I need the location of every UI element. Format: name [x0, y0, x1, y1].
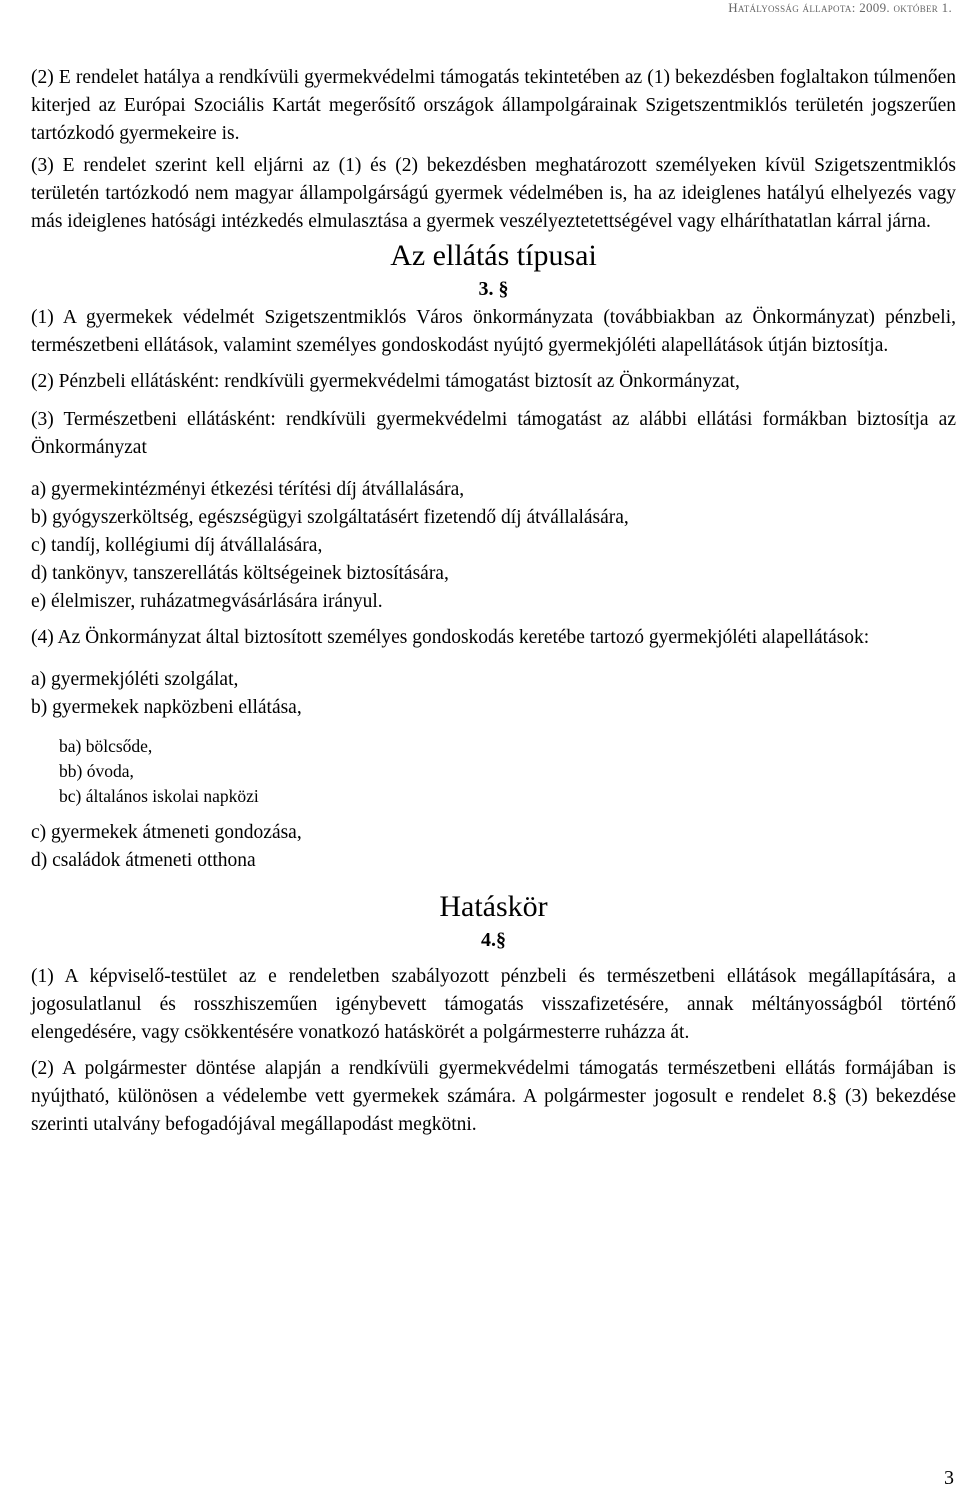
list-item: c) tandíj, kollégiumi díj átvállalására, — [31, 535, 323, 556]
list-item: a) gyermekintézményi étkezési térítési díj átvállalására, — [31, 479, 465, 500]
paragraph-3-1: (1) A gyermekek védelmét Szigetszentmiklós Város önkormányzata (továbbiakban az Önkormányzat) pénzbeli, természetbeni ellátások, valamint személyes gondoskodást nyújtó gyermekjóléti alapellátások útján biztosítja. — [31, 307, 956, 356]
section-heading-competence: Hatáskör — [439, 890, 548, 923]
list-item: d) családok átmeneti otthona — [31, 850, 256, 871]
list-item: a) gyermekjóléti szolgálat, — [31, 669, 239, 690]
list-item: bb) óvoda, — [59, 761, 134, 781]
paragraph-4-1: (1) A képviselő-testület az e rendeletben szabályozott pénzbeli és természetbeni ellátások megállapítására, a jogosulatlanul és rosszhiszeműen igénybevett támogatás visszafizetésére, annak méltányosságból történő elengedésére, vagy csökkentésére vonatkozó hatáskörét a polgármesterre ruházza át. — [31, 966, 956, 1043]
list-item: b) gyógyszerköltség, egészségügyi szolgáltatásért fizetendő díj átvállalására, — [31, 507, 629, 528]
paragraph-2-3: (3) E rendelet szerint kell eljárni az (1) és (2) bekezdésben meghatározott személyeken kívül Szigetszentmiklós területén tartózkodó nem magyar állampolgárságú gyermek védelmében is, ha az ideiglenes hatályú elhelyezés vagy más ideiglenes hatósági intézkedés elmulasztása a gyermek veszélyeztetettségével vagy elháríthatatlan kárral járna. — [31, 155, 956, 232]
page-number: 3 — [944, 1467, 954, 1489]
section-number-3: 3. § — [478, 278, 509, 300]
list-3-3 — [31, 476, 956, 616]
list-item: d) tankönyv, tanszerellátás költségeinek biztosítására, — [31, 563, 449, 584]
section-number-4: 4.§ — [481, 929, 506, 951]
running-title: Hatályosság állapota: 2009. október 1. — [728, 0, 952, 15]
list-item: b) gyermekek napközbeni ellátása, — [31, 697, 302, 718]
list-3-4-a — [31, 666, 956, 722]
list-3-4-c — [31, 819, 956, 875]
document-body — [31, 64, 956, 1147]
list-item: ba) bölcsőde, — [59, 736, 153, 756]
paragraph-2-2: (2) E rendelet hatálya a rendkívüli gyermekvédelmi támogatás tekintetében az (1) bekezdésben foglaltakon túlmenően kiterjed az Európai Szociális Kartát megerősítő országok állampolgárainak Szigetszentmiklós területén jogszerűen tartózkodó gyermekeire is. — [31, 67, 956, 144]
running-header — [728, 0, 952, 16]
paragraph-3-4: (4) Az Önkormányzat által biztosított személyes gondoskodás keretébe tartozó gyermekjóléti alapellátások: — [31, 627, 870, 648]
paragraph-3-3: (3) Természetbeni ellátásként: rendkívüli gyermekvédelmi támogatást az alábbi ellátási formákban biztosítja az Önkormányzat — [31, 409, 956, 458]
list-item: bc) általános iskolai napközi — [59, 786, 259, 806]
list-3-4-b-sub — [31, 734, 956, 809]
list-item: c) gyermekek átmeneti gondozása, — [31, 822, 302, 843]
list-item: e) élelmiszer, ruházatmegvásárlására irányul. — [31, 591, 383, 612]
paragraph-4-2: (2) A polgármester döntése alapján a rendkívüli gyermekvédelmi támogatás természetbeni ellátás formájában is nyújtható, különösen a védelembe vett gyermekek számára. A polgármester jogosult e rendelet 8.§ (3) bekezdése szerinti utalvány befogadójával megállapodást megkötni. — [31, 1058, 956, 1135]
section-heading-types: Az ellátás típusai — [390, 239, 597, 272]
paragraph-3-2: (2) Pénzbeli ellátásként: rendkívüli gyermekvédelmi támogatást biztosít az Önkormányzat, — [31, 371, 740, 392]
